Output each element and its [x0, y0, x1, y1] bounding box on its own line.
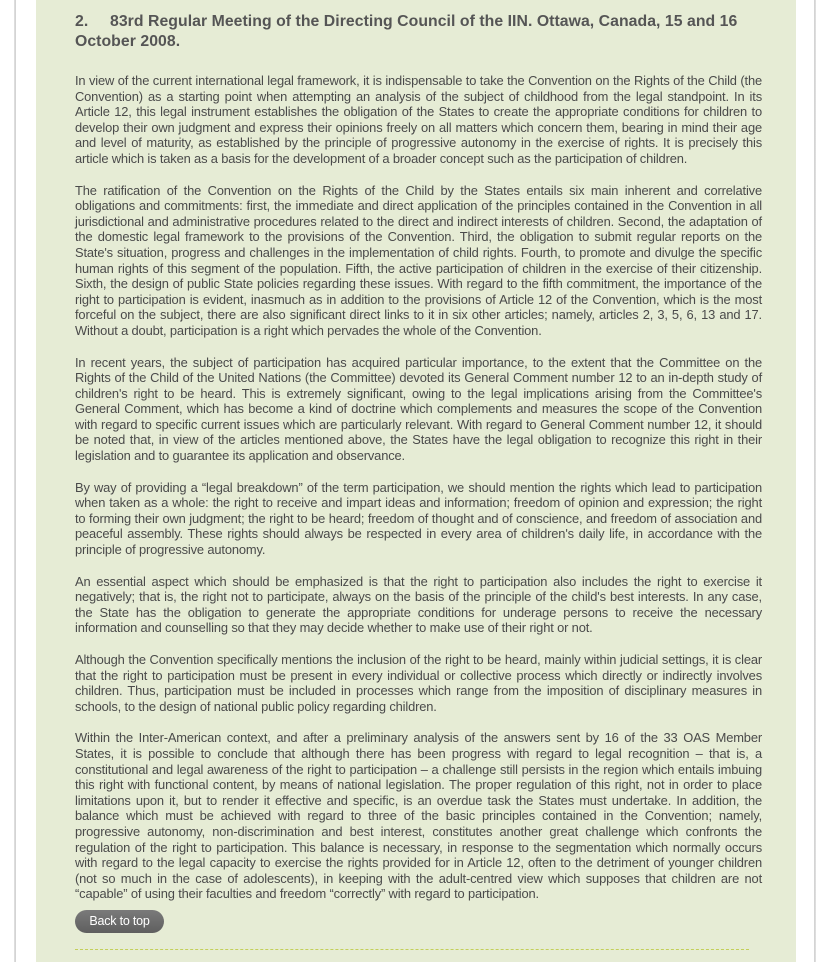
page-shadow-right [814, 0, 816, 962]
paragraph: By way of providing a “legal breakdown” of the term participation, we should mention the rights which lead to participation when taken as a whole: the right to receive and impart ideas and information; freedom of opinion and expression; the right to forming their own judgment; the right to be heard; freedom of thought and of conscience, and freedom of association and peaceful assembly. These rights should always be respected in every area of children's daily life, in accordance with the principle of progressive autonomy. [75, 479, 762, 558]
article-section [75, 12, 762, 918]
paragraph: An essential aspect which should be emphasized is that the right to participation also includes the right to exercise it negatively; that is, the right not to participate, always on the basis of the principle of the child's best interests. In any case, the State has the obligation to generate the appropriate conditions for underage persons to receive the necessary information and counselling so that they may decide whether to make use of their right or not. [75, 573, 762, 636]
back-to-top-button[interactable]: Back to top [75, 910, 164, 933]
section-heading [75, 12, 762, 52]
paragraph: In view of the current international legal framework, it is indispensable to take the Convention on the Rights of the Child (the Convention) as a starting point when attempting an analysis of the subject of childhood from the legal standpoint. In its Article 12, this legal instrument establishes the obligation of the States to create the appropriate conditions for children to develop their own judgment and express their opinions freely on all matters which concern them, bearing in mind their age and level of maturity, as established by the principle of progressive autonomy in the exercise of rights. It is precisely this article which is taken as a basis for the development of a broader concept such as the participation of children. [75, 73, 762, 166]
section-divider [75, 949, 749, 950]
section-title: 83rd Regular Meeting of the Directing Council of the IIN. Ottawa, Canada, 15 and 16 October 2008. [75, 13, 738, 50]
paragraph: Although the Convention specifically mentions the inclusion of the right to be heard, mainly within judicial settings, it is clear that the right to participation must be present in every individual or collective process which directly or indirectly involves children. Thus, participation must be included in processes which range from the imposition of disciplinary measures in schools, to the design of national public policy regarding children. [75, 652, 762, 714]
paragraph: The ratification of the Convention on the Rights of the Child by the States entails six main inherent and correlative obligations and commitments: first, the immediate and direct application of the principles contained in the Convention in all jurisdictional and administrative procedures related to the direct and indirect interests of children. Second, the adaptation of the domestic legal framework to the provisions of the Convention. Third, the obligation to submit regular reports on the State's situation, progress and challenges in the implementation of child rights. Fourth, to promote and divulge the specific human rights of this segment of the population. Fifth, the active participation of children in the exercise of their citizenship. Sixth, the design of public State policies regarding these issues. With regard to the fifth commitment, the importance of the right to participation is evident, inasmuch as in addition to the provisions of Article 12 of the Convention, which is the most forceful on the subject, there are also significant direct links to it in six other articles; namely, articles 2, 3, 5, 6, 13 and 17. Without a doubt, participation is a right which pervades the whole of the Convention. [75, 182, 762, 338]
paragraph: Within the Inter-American context, and after a preliminary analysis of the answers sent by 16 of the 33 OAS Member States, it is possible to conclude that although there has been progress with regard to legal recognition – that is, a constitutional and legal awareness of the right to participation – a challenge still persists in the region which entails imbuing this right with functional content, by means of national legislation. The proper regulation of this right, not in order to place limitations upon it, but to render it effective and specific, is an overdue task the States must undertake. In addition, the balance which must be achieved with regard to three of the basic principles contained in the Convention; namely, progressive autonomy, non-discrimination and best interest, constitutes another great challenge which confronts the regulation of the right to participation. This balance is necessary, in response to the segmentation which normally occurs with regard to the legal capacity to exercise the rights provided for in Article 12, often to the detriment of younger children (not so much in the case of adolescents), in keeping with the adult-centred view which supposes that children are not “capable” of using their faculties and freedom “correctly” with regard to participation. [75, 730, 762, 902]
section-number: 2. [75, 13, 89, 30]
paragraph: In recent years, the subject of participation has acquired particular importance, to the extent that the Committee on the Rights of the Child of the United Nations (the Committee) devoted its General Comment number 12 to an in-depth study of children's right to be heard. This is extremely significant, owing to the legal implications arising from the Committee's General Comment, which has become a kind of doctrine which complements and measures the scope of the Convention with regard to specific current issues which are particularly relevant. With regard to General Comment number 12, it should be noted that, in view of the articles mentioned above, the States have the legal obligation to recognize this right in their legislation and to guarantee its application and observance. [75, 354, 762, 464]
